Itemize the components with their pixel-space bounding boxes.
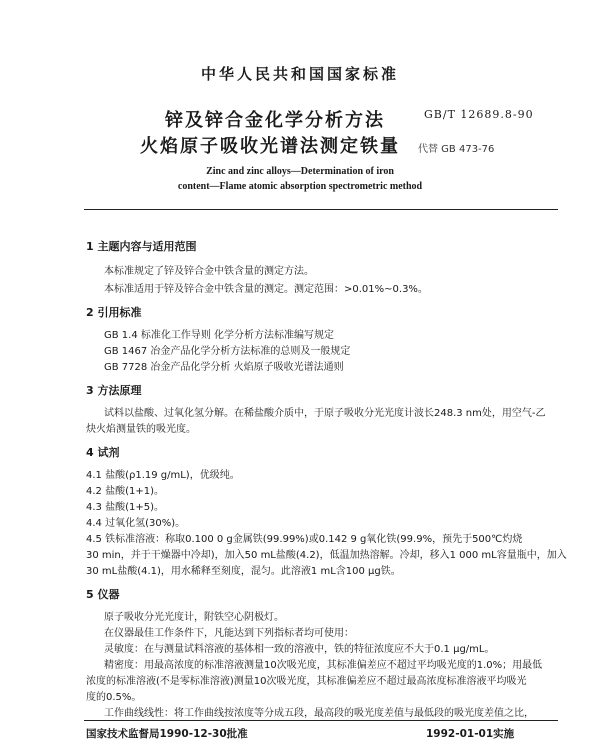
section-5-paragraph-2: 在仪器最佳工作条件下，凡能达到下列指标者均可使用： [104, 628, 354, 639]
title-line-2: 火焰原子吸收光谱法测定铁量 [140, 136, 400, 157]
approval-date: 国家技术监督局1990-12-30批准 [86, 728, 248, 740]
standard-header: 中华人民共和国国家标准 [200, 65, 399, 83]
section-5-paragraph-1: 原子吸收分光光度计，附铁空心阴极灯。 [104, 612, 284, 623]
title-line-1: 锌及锌合金化学分析方法 [165, 110, 385, 131]
footer-divider [84, 720, 558, 721]
reagent-item-cont: 30 min，并于干燥器中冷却)，加入50 mL盐酸(4.2)，低温加热溶解。冷却，移入1 000 mL容量瓶中，加入 [86, 550, 567, 561]
section-1-heading: 1 主题内容与适用范围 [86, 240, 197, 253]
reagent-item: 4.4 过氧化氢(30%)。 [86, 518, 186, 529]
section-5-paragraph-4-cont: 浓度的标准溶液(不是零标准溶液)测量10次吸光度，其标准偏差应不超过最高浓度标准溶液平均吸光 [86, 676, 527, 687]
section-5-paragraph-4-cont: 度的0.5%。 [86, 692, 142, 703]
reagent-item: 4.3 盐酸(1+5)。 [86, 502, 164, 513]
section-5-paragraph-4: 精密度：用最高浓度的标准溶液测量10次吸光度，其标准偏差应不超过平均吸光度的1.0%；用最低 [104, 660, 543, 671]
english-title-line-2: content—Flame atomic absorption spectrometric method [177, 181, 423, 192]
reagent-item: 4.5 铁标准溶液：称取0.100 0 g金属铁(99.99%)或0.142 9 g氧化铁(99.9%，预先于500℃灼烧 [86, 534, 523, 545]
implementation-date: 1992-01-01实施 [426, 728, 515, 740]
reagent-item: 4.1 盐酸(ρ1.19 g/mL)，优级纯。 [86, 470, 240, 481]
section-3-paragraph-cont: 炔火焰测量铁的吸光度。 [86, 424, 196, 435]
replaces-note: 代替 GB 473-76 [418, 144, 495, 155]
reference-item: GB 1.4 标准化工作导则 化学分析方法标准编写规定 [104, 330, 335, 341]
reference-item: GB 1467 冶金产品化学分析方法标准的总则及一般规定 [104, 346, 351, 357]
section-4-heading: 4 试剂 [86, 446, 120, 459]
english-title-line-1: Zinc and zinc alloys—Determination of iron [206, 166, 394, 177]
section-3-paragraph: 试料以盐酸、过氧化氢分解。在稀盐酸介质中，于原子吸收分光光度计波长248.3 nm处，用空气-乙 [104, 408, 546, 419]
reagent-item: 4.2 盐酸(1+1)。 [86, 486, 164, 497]
section-5-heading: 5 仪器 [86, 588, 120, 601]
title-divider [84, 209, 558, 210]
reference-item: GB 7728 冶金产品化学分析 火焰原子吸收光谱法通则 [104, 362, 344, 373]
section-1-paragraph-1: 本标准规定了锌及锌合金中铁含量的测定方法。 [104, 266, 314, 277]
standard-code: GB/T 12689.8-90 [424, 108, 534, 121]
section-1-paragraph-2: 本标准适用于锌及锌合金中铁含量的测定。测定范围：>0.01%~0.3%。 [104, 284, 428, 295]
reagent-item-cont: 30 mL盐酸(4.1)，用水稀释至刻度，混匀。此溶液1 mL含100 μg铁。 [86, 566, 401, 577]
section-2-heading: 2 引用标准 [86, 306, 142, 319]
section-5-paragraph-3: 灵敏度：在与测量试料溶液的基体相一致的溶液中，铁的特征浓度应不大于0.1 μg/mL。 [104, 644, 495, 655]
section-3-heading: 3 方法原理 [86, 384, 142, 397]
section-5-paragraph-5: 工作曲线线性：将工作曲线按浓度等分成五段，最高段的吸光度差值与最低段的吸光度差值之比， [104, 708, 534, 719]
